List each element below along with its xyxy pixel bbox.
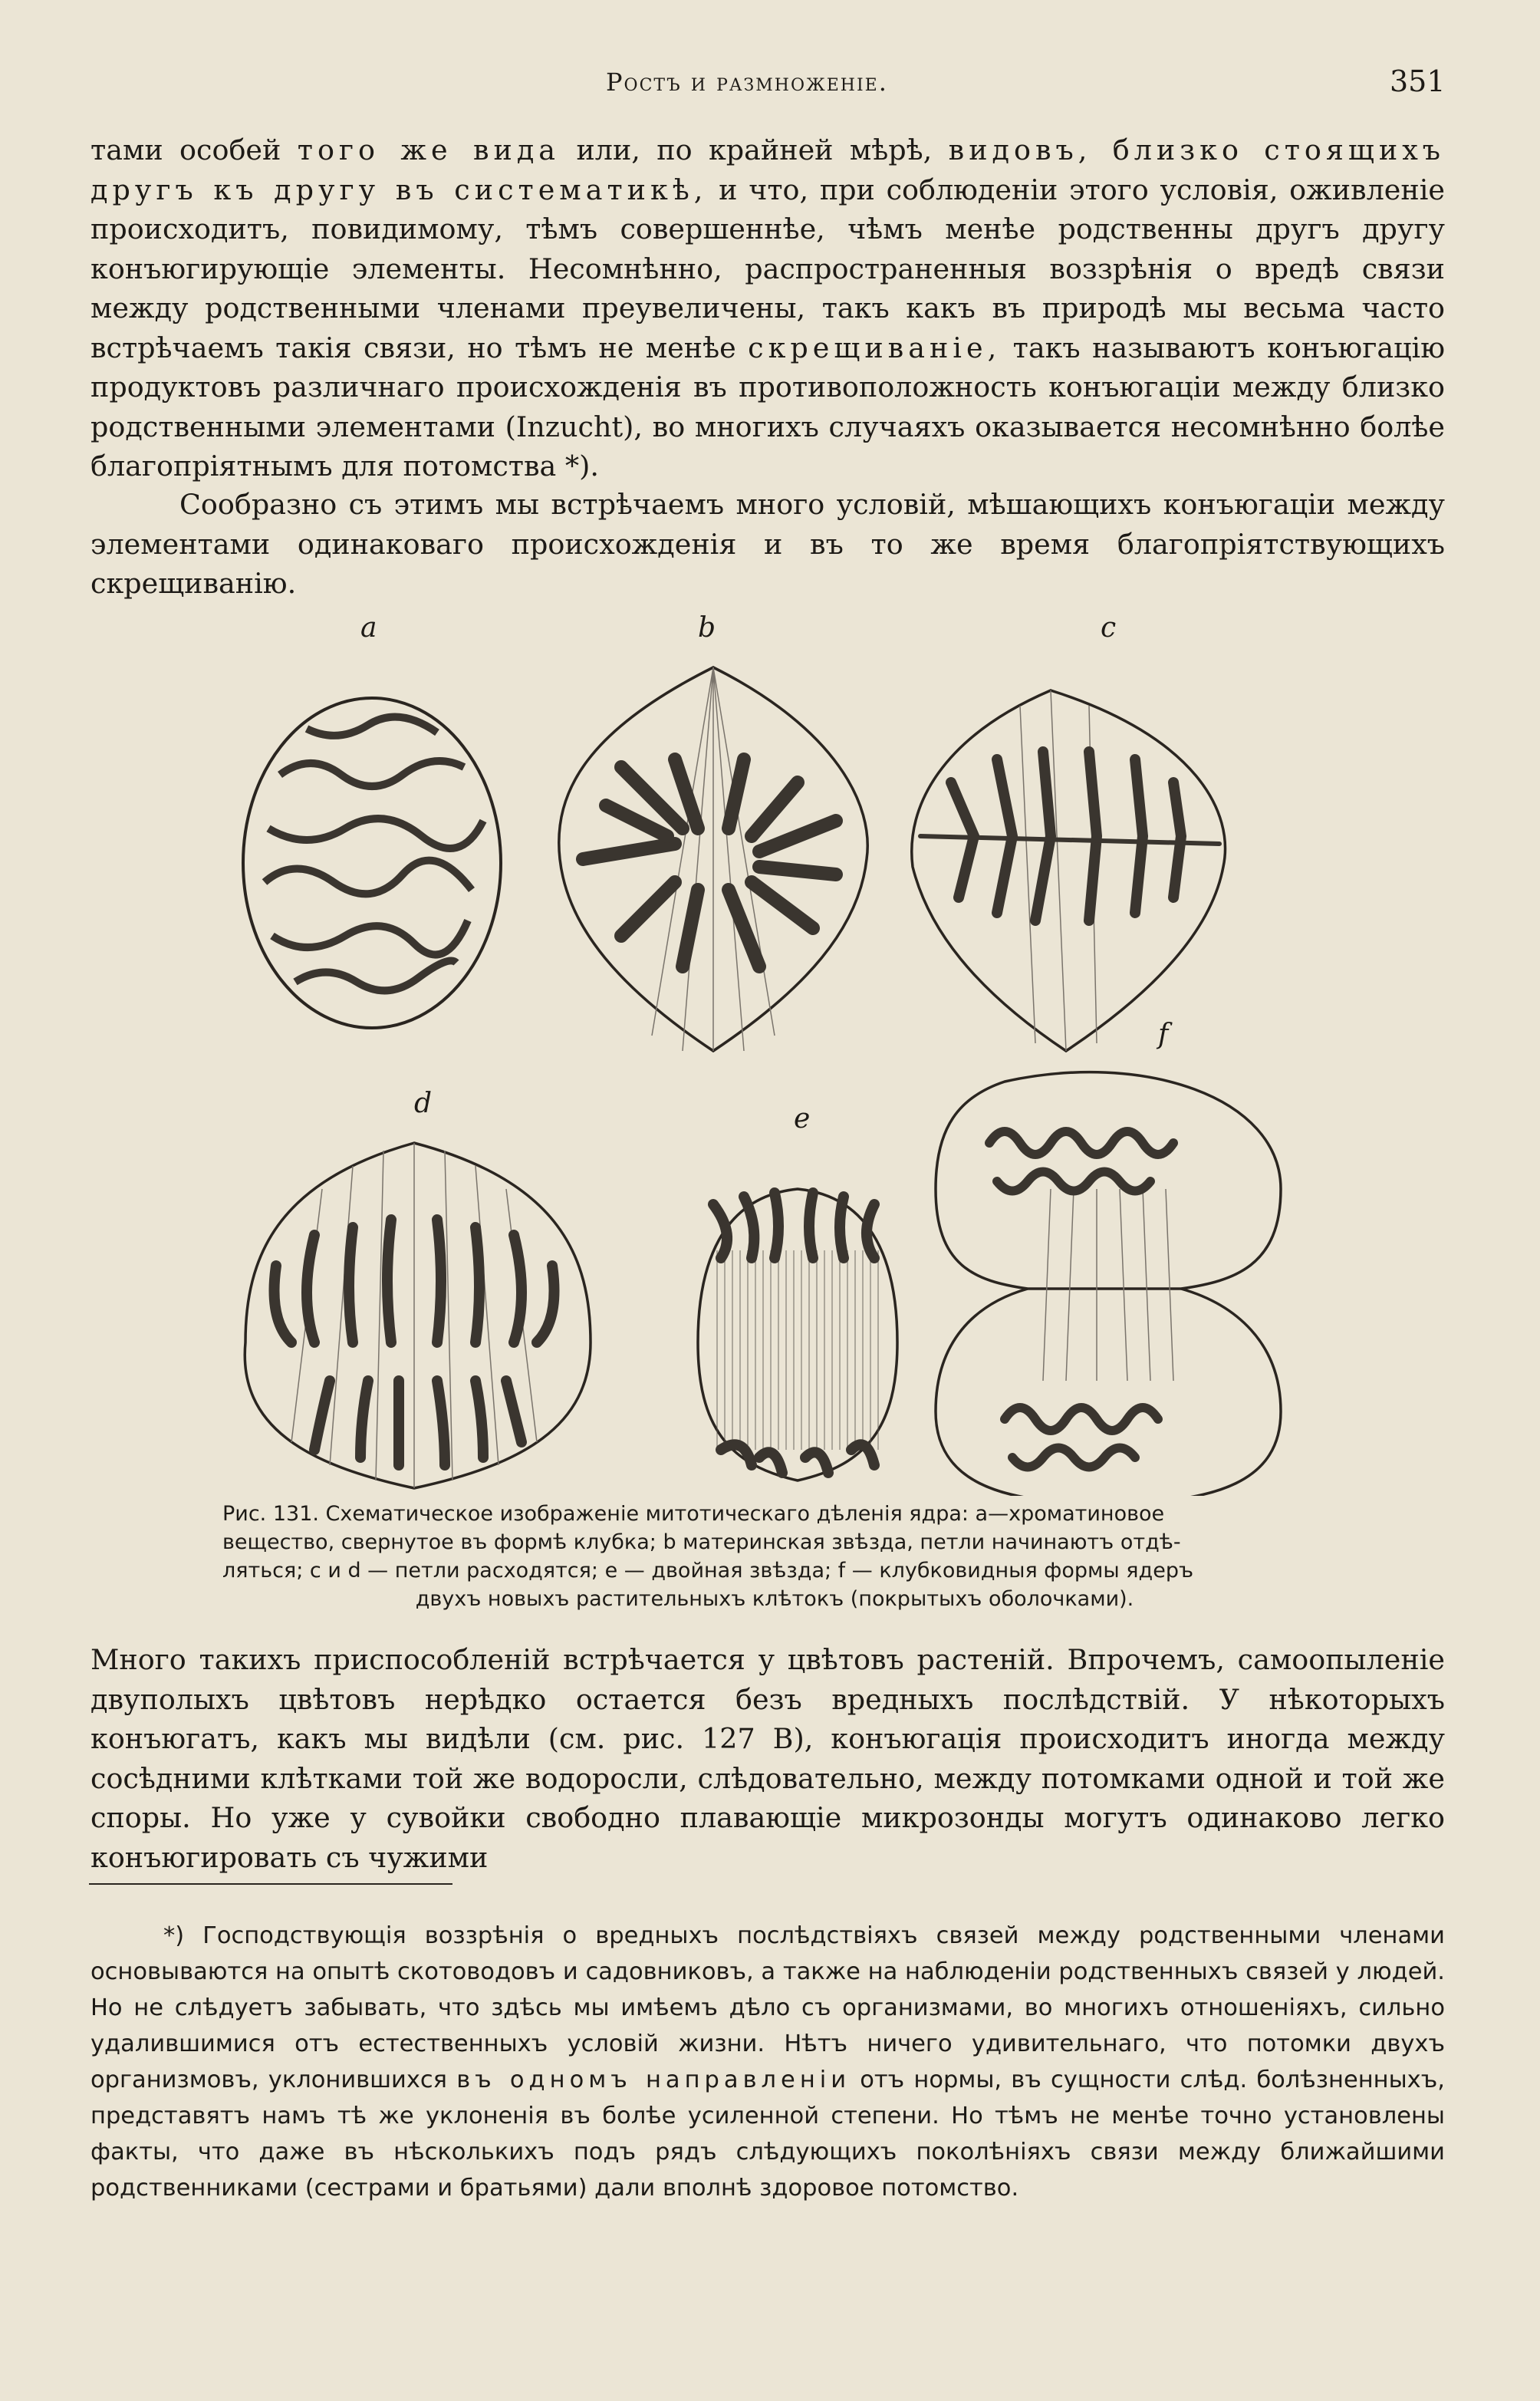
- text-run: тами особей: [90, 133, 281, 166]
- cell-d-drawing: [245, 1143, 591, 1488]
- cell-f-drawing: [936, 1072, 1281, 1496]
- running-title: Ростъ и размноженіе.: [606, 68, 888, 97]
- caption-line: Рис. 131. Схематическое изображеніе митотическаго дѣленія ядра: a—хроматиновое: [222, 1502, 1165, 1526]
- cell-b-drawing: [559, 667, 867, 1051]
- paragraph-2: [90, 485, 1445, 604]
- cell-a-drawing: [243, 698, 501, 1028]
- spaced-emphasis: въ одномъ направленіи: [456, 2067, 851, 2093]
- footnote-text: *) Господствующія воззрѣнія о вредныхъ послѣдствіяхъ связей между родственными членами основываются на опытѣ скотоводовъ и садовниковъ, а также на наблюденіи родственныхъ связей у людей. Но не слѣдуетъ забывать, что здѣсь мы имѣемъ дѣло съ организмами, во многихъ отношеніяхъ, сильно удалившимися отъ естественныхъ условій жизни. Нѣтъ ничего удивительнаго, что потомки двухъ организмовъ, уклонившихся: [90, 1922, 1445, 2093]
- paragraph-3: [90, 1640, 1445, 1877]
- caption-line: ляться; c и d — петли расходятся; e — двойная звѣзда; f — клубковидныя формы ядеръ: [222, 1559, 1194, 1583]
- cell-c-drawing: [912, 690, 1226, 1051]
- figure-label-b: b: [698, 612, 716, 644]
- spaced-emphasis: того же вида: [297, 133, 561, 166]
- figure-label-e: e: [794, 1103, 811, 1135]
- paragraph-1: [90, 130, 1445, 486]
- figure-caption: [222, 1500, 1327, 1613]
- text-run: или, по крайней мѣрѣ,: [576, 133, 933, 166]
- footnote: [90, 1918, 1445, 2206]
- figure-label-a: a: [360, 612, 377, 644]
- running-header: [0, 64, 1540, 106]
- spaced-emphasis: скрещиваніе,: [748, 331, 1002, 364]
- figure-label-c: c: [1101, 612, 1117, 644]
- text-run: и что, при соблюденіи этого условія, оживленіе происходитъ, повидимому, тѣмъ совершеннѣе, чѣмъ менѣе родственны другъ другу конъюгирующіе элементы. Несомнѣнно, распространенныя воззрѣнія о вредѣ связи между родственными членами преувеличены, такъ какъ въ природѣ мы весьма часто встрѣчаемъ такія связи, но тѣмъ не менѣе: [90, 173, 1445, 364]
- mitosis-figure: [222, 606, 1334, 1496]
- footnote-text: отъ нормы, въ сущности слѣд. болѣзненныхъ, представятъ намъ тѣ же уклоненія въ болѣе усиленной степени. Но тѣмъ не менѣе точно установлены факты, что даже въ нѣсколькихъ подъ рядъ слѣдующихъ поколѣніяхъ связи между ближайшими родственниками (сестрами и братьями) дали вполнѣ здоровое потомство.: [90, 2067, 1445, 2202]
- figure-label-f: f: [1158, 1019, 1169, 1050]
- paragraph-3-text: Много такихъ приспособленій встрѣчается у цвѣтовъ растеній. Впрочемъ, самоопыленіе двуполыхъ цвѣтовъ нерѣдко остается безъ вредныхъ послѣдствій. У нѣкоторыхъ конъюгатъ, какъ мы видѣли (см. рис. 127 B), конъюгація происходитъ иногда между сосѣдними клѣтками той же водоросли, слѣдовательно, между потомками одной и той же споры. Но уже у сувойки свободно плавающіе микрозонды могутъ одинаково легко конъюгировать съ чужими: [90, 1643, 1445, 1874]
- cell-e-drawing: [698, 1189, 897, 1480]
- mitosis-illustration: [222, 606, 1334, 1496]
- footnote-divider: [89, 1883, 452, 1885]
- caption-line: двухъ новыхъ растительныхъ клѣтокъ (покрытыхъ оболочками).: [415, 1587, 1134, 1611]
- figure-label-d: d: [414, 1088, 433, 1119]
- text-run: такъ называютъ конъюгацію продуктовъ различнаго происхожденія въ противоположность конъюгаціи между близко родственными элементами (Inzucht), во многихъ случаяхъ оказывается несомнѣнно болѣе благопріятнымъ для потомства *).: [90, 331, 1446, 483]
- caption-line: вещество, свернутое въ формѣ клубка; b материнская звѣзда, петли начинаютъ отдѣ-: [222, 1530, 1181, 1554]
- paragraph-2-text: Сообразно съ этимъ мы встрѣчаемъ много условій, мѣшающихъ конъюгаціи между элементами одинаковаго происхожденія и въ то же время благопріятствующихъ скрещиванію.: [90, 488, 1445, 600]
- page-number: 351: [1390, 64, 1446, 98]
- spaced-emphasis: видовъ, близко стоящихъ другъ къ другу въ систематикѣ,: [90, 133, 1446, 206]
